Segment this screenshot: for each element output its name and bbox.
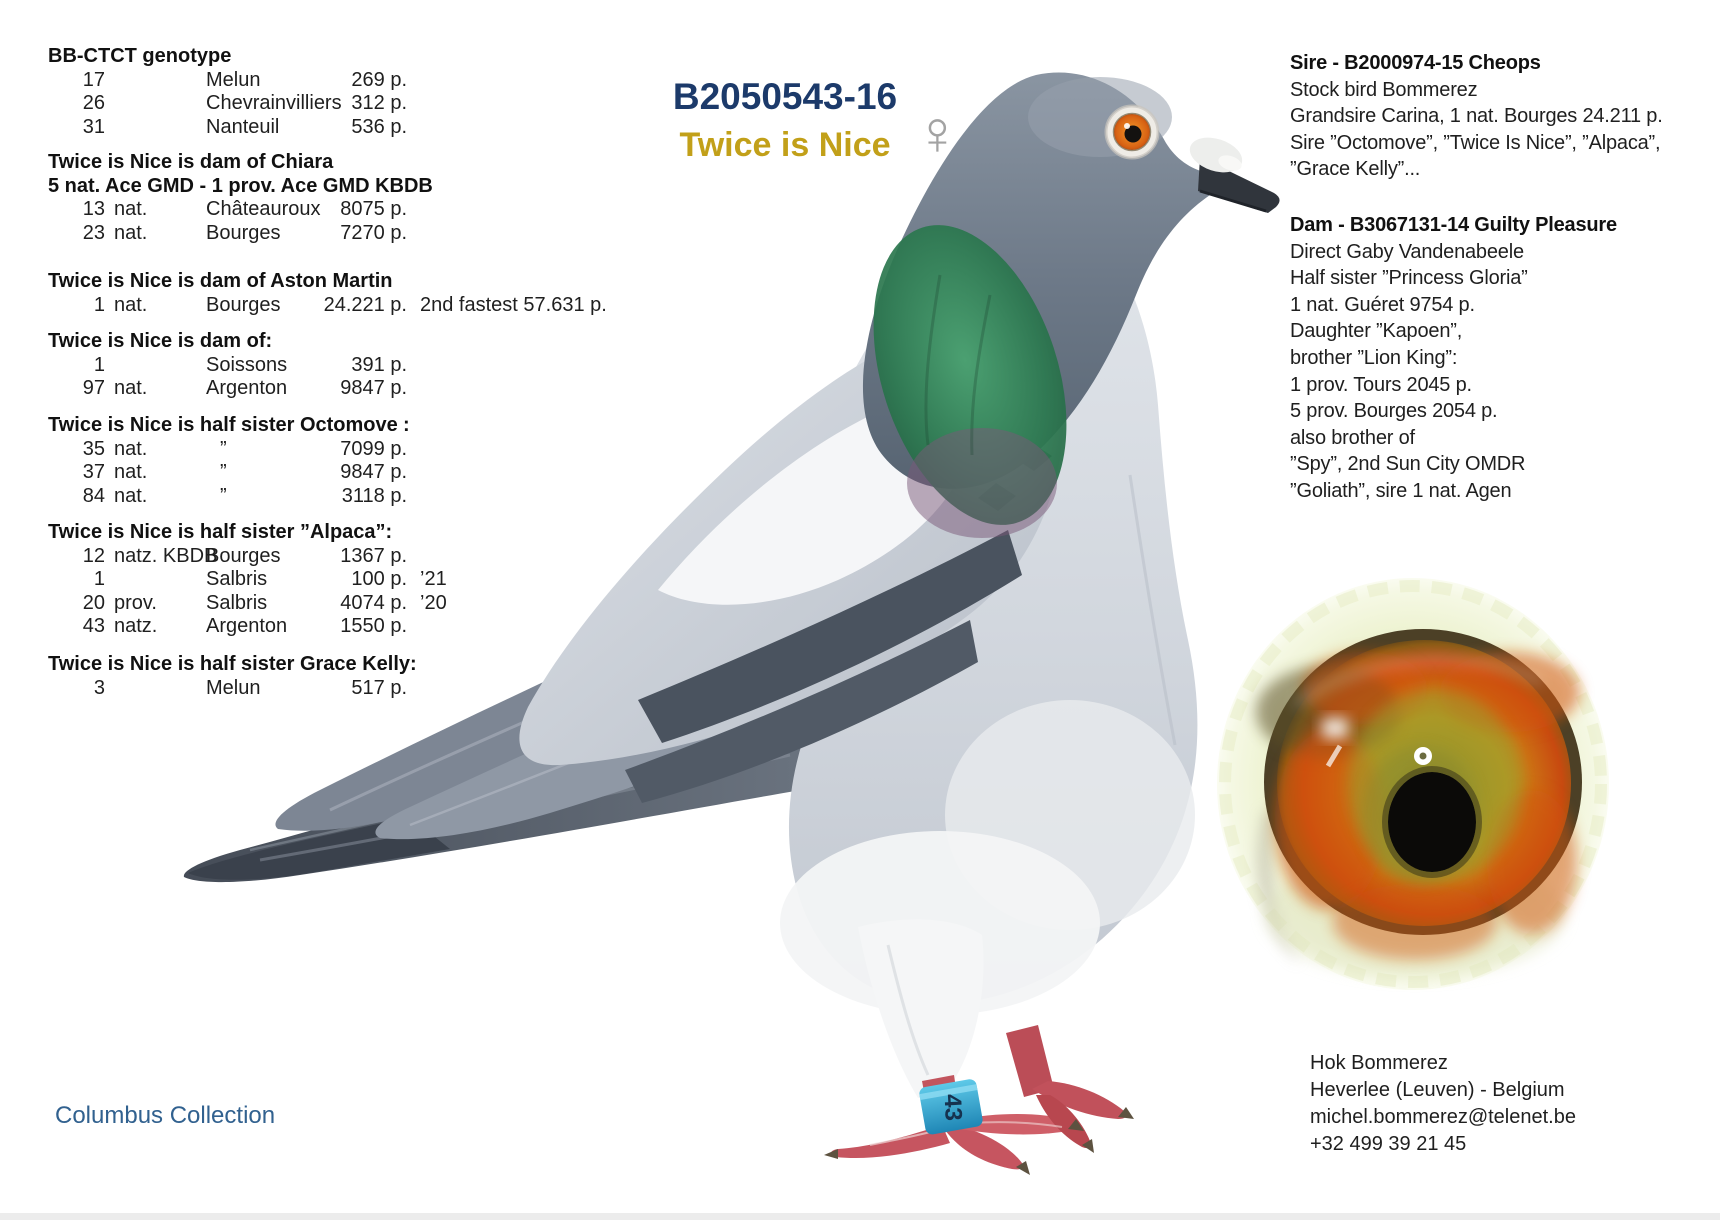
dam-block xyxy=(1290,212,1617,505)
result-extra: ’20 xyxy=(420,591,447,614)
result-rank: 37 xyxy=(82,461,105,484)
section-heading: Twice is Nice is dam of Chiara xyxy=(48,151,334,173)
heading-colon: : xyxy=(403,414,410,436)
sire-line: Sire ”Octomove”, ”Twice Is Nice”, ”Alpaca”, xyxy=(1290,131,1661,154)
result-race: Nanteuil xyxy=(206,115,280,138)
result-rank: 3 xyxy=(93,676,105,699)
result-qualifier: nat. xyxy=(114,484,148,507)
dam-line: Daughter ”Kapoen”, xyxy=(1290,320,1463,343)
result-pigeons: 536 p. xyxy=(351,115,407,138)
result-race: Argenton xyxy=(206,615,288,638)
result-rank: 84 xyxy=(82,484,105,507)
result-qualifier: nat. xyxy=(114,437,148,460)
eye-photo xyxy=(1210,570,1620,1000)
result-race-ditto: ” xyxy=(220,461,227,484)
result-pigeons: 100 p. xyxy=(351,568,407,591)
dam-line: 5 prov. Bourges 2054 p. xyxy=(1290,400,1498,423)
sire-line: Grandsire Carina, 1 nat. Bourges 24.211 p. xyxy=(1290,105,1663,128)
result-race: Melun xyxy=(206,676,261,699)
result-pigeons: 7270 p. xyxy=(340,221,407,244)
result-qualifier: nat. xyxy=(114,293,148,316)
result-race: Châteauroux xyxy=(206,198,321,221)
sire-line: ”Grace Kelly”... xyxy=(1290,158,1421,181)
leg-band-number: 43 xyxy=(938,1093,967,1122)
result-rank: 12 xyxy=(82,544,105,567)
result-pigeons: 9847 p. xyxy=(340,377,407,400)
dam-line: ”Goliath”, sire 1 nat. Agen xyxy=(1290,479,1512,502)
result-race-ditto: ” xyxy=(220,484,227,507)
dam-title: Dam - B3067131-14 Guilty Pleasure xyxy=(1290,214,1617,236)
result-pigeons: 7099 p. xyxy=(340,437,407,460)
result-race: Salbris xyxy=(206,591,268,614)
result-extra: ’21 xyxy=(420,568,447,591)
pigeon-name: Twice is Nice xyxy=(679,126,891,164)
result-pigeons: 24.221 p. xyxy=(323,293,407,316)
dam-line: Direct Gaby Vandenabeele xyxy=(1290,240,1524,263)
result-pigeons: 9847 p. xyxy=(340,461,407,484)
result-rank: 20 xyxy=(82,591,105,614)
section-heading: Twice is Nice is dam of: xyxy=(48,330,273,352)
photo-bottom-edge xyxy=(0,1213,1720,1220)
result-race: Salbris xyxy=(206,568,268,591)
dam-line: 1 prov. Tours 2045 p. xyxy=(1290,373,1472,396)
contact-block xyxy=(1310,1050,1576,1158)
pigeon-photo xyxy=(170,55,1295,1180)
result-race: Melun xyxy=(206,68,261,91)
result-pigeons: 3118 p. xyxy=(341,484,407,507)
result-pigeons: 4074 p. xyxy=(340,591,407,614)
dam-line: also brother of xyxy=(1290,426,1415,449)
result-rank: 1 xyxy=(93,568,105,591)
result-qualifier: nat. xyxy=(114,198,148,221)
section-heading: BB-CTCT genotype xyxy=(48,45,232,67)
result-race: Argenton xyxy=(206,377,288,400)
contact-phone: +32 499 39 21 45 xyxy=(1310,1133,1467,1155)
dam-line: Half sister ”Princess Gloria” xyxy=(1290,267,1528,290)
result-rank: 43 xyxy=(82,615,105,638)
result-rank: 97 xyxy=(82,377,105,400)
contact-email: michel.bommerez@telenet.be xyxy=(1310,1106,1576,1128)
pigeon-eye xyxy=(1106,106,1158,158)
result-race-ditto: ” xyxy=(220,437,227,460)
contact-location: Heverlee (Leuven) - Belgium xyxy=(1310,1079,1565,1101)
leg-band xyxy=(918,1078,983,1135)
result-pigeons: 1550 p. xyxy=(340,615,407,638)
result-race: Soissons xyxy=(206,353,288,376)
result-pigeons: 517 p. xyxy=(351,676,407,699)
result-rank: 13 xyxy=(82,198,105,221)
sire-line: Stock bird Bommerez xyxy=(1290,78,1478,101)
section-heading-text: Twice is Nice is half sister Octomove xyxy=(48,414,398,436)
result-qualifier: nat. xyxy=(114,221,148,244)
result-extra: 2nd fastest 57.631 p. xyxy=(420,293,607,316)
neck-iridescence-purple xyxy=(907,428,1057,538)
result-rank: 31 xyxy=(82,115,105,138)
female-symbol-icon: ♀ xyxy=(914,99,961,168)
result-qualifier: natz. KBDB xyxy=(114,544,218,567)
result-rank: 26 xyxy=(82,92,105,115)
result-rank: 35 xyxy=(82,437,105,460)
result-race: Bourges xyxy=(206,293,281,316)
section-subheading: 5 nat. Ace GMD - 1 prov. Ace GMD KBDB xyxy=(48,174,433,197)
result-rank: 17 xyxy=(82,68,105,91)
result-rank: 23 xyxy=(82,221,105,244)
result-qualifier: nat. xyxy=(114,461,148,484)
result-rank: 1 xyxy=(93,353,105,376)
result-qualifier: natz. xyxy=(114,615,158,638)
result-pigeons: 8075 p. xyxy=(340,198,407,221)
result-race: Chevrainvilliers xyxy=(206,92,342,115)
dam-line: brother ”Lion King”: xyxy=(1290,346,1458,369)
section-heading: Twice is Nice is dam of Aston Martin xyxy=(48,270,393,292)
result-pigeons: 391 p. xyxy=(351,353,407,376)
dam-line: ”Spy”, 2nd Sun City OMDR xyxy=(1290,453,1526,476)
result-pigeons: 269 p. xyxy=(351,68,407,91)
result-race: Bourges xyxy=(206,221,281,244)
section-heading: Twice is Nice is half sister ”Alpaca”: xyxy=(48,521,393,543)
sire-block xyxy=(1290,50,1663,183)
result-rank: 1 xyxy=(93,293,105,316)
result-pigeons: 312 p. xyxy=(351,92,407,115)
contact-loft: Hok Bommerez xyxy=(1310,1052,1448,1074)
result-qualifier: nat. xyxy=(114,377,148,400)
dam-line: 1 nat. Guéret 9754 p. xyxy=(1290,293,1475,316)
brand-text: Columbus Collection xyxy=(55,1102,276,1129)
result-race: Bourges xyxy=(206,544,281,567)
section-heading: Twice is Nice is half sister Grace Kelly: xyxy=(48,653,417,675)
result-qualifier: prov. xyxy=(114,591,157,614)
result-pigeons: 1367 p. xyxy=(340,544,407,567)
ring-number: B2050543-16 xyxy=(672,76,898,117)
sire-title: Sire - B2000974-15 Cheops xyxy=(1290,52,1541,74)
eye-pupil xyxy=(1388,772,1476,872)
